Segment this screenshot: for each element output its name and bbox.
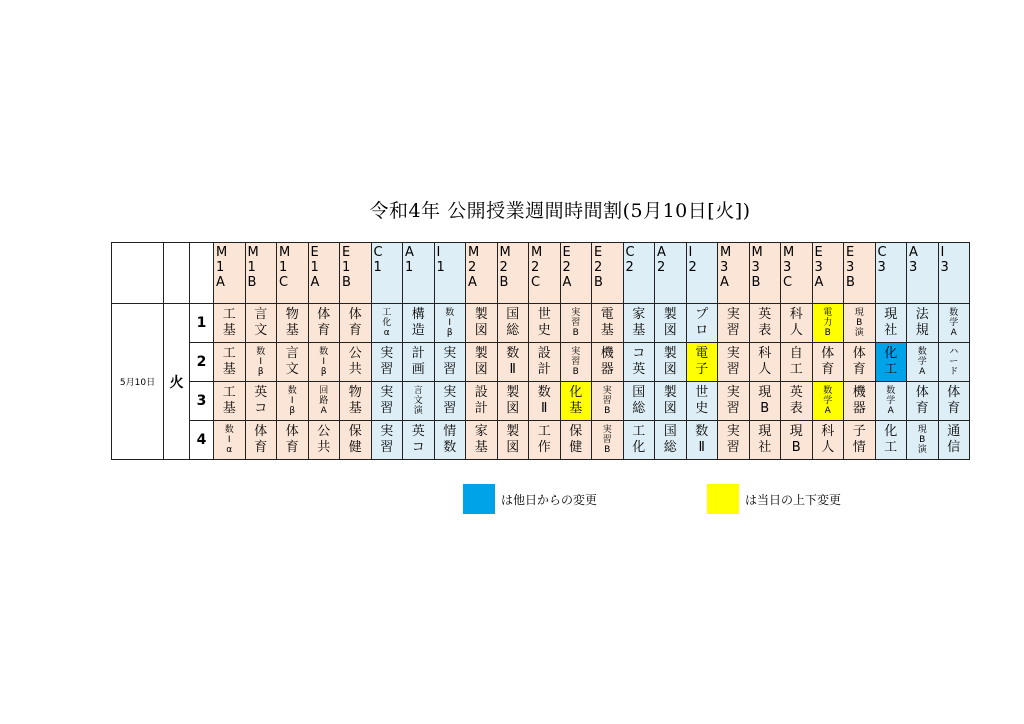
subject-cell: 科 人: [812, 421, 844, 460]
subject-cell: 体 育: [938, 382, 970, 421]
subject-cell: 構 造: [403, 304, 435, 343]
subject-cell: 世 史: [529, 304, 561, 343]
subject-cell: 数 Ⅰ β: [308, 343, 340, 382]
subject-cell: 体 育: [812, 343, 844, 382]
subject-cell: 数 学 A: [812, 382, 844, 421]
subject-cell: 機 器: [844, 382, 876, 421]
legend-yellow: [707, 484, 841, 514]
period-row: [112, 382, 970, 421]
subject-cell: 英 表: [749, 304, 781, 343]
class-header: E 3 A: [812, 243, 844, 304]
subject-cell: 保 健: [560, 421, 592, 460]
subject-cell: 工 化 α: [371, 304, 403, 343]
class-header: M 1 B: [245, 243, 277, 304]
subject-cell: 現 社: [875, 304, 907, 343]
date-cell: 5月10日: [112, 304, 164, 460]
subject-cell: 実 習: [434, 343, 466, 382]
subject-cell: 国 総: [623, 382, 655, 421]
class-header: M 2 B: [497, 243, 529, 304]
class-header: M 3 B: [749, 243, 781, 304]
weekday-cell: 火: [164, 304, 190, 460]
subject-cell: 工 基: [214, 304, 246, 343]
subject-cell: 体 育: [340, 304, 372, 343]
subject-cell: 言 文 演: [403, 382, 435, 421]
subject-cell: 製 図: [466, 343, 498, 382]
class-header: C 3: [875, 243, 907, 304]
header-blank-cell: [190, 243, 214, 304]
subject-cell: 工 作: [529, 421, 561, 460]
class-header: M 2 A: [466, 243, 498, 304]
class-header: E 2 A: [560, 243, 592, 304]
class-header: C 1: [371, 243, 403, 304]
subject-cell: 体 育: [277, 421, 309, 460]
legend-blue: [463, 484, 597, 514]
subject-cell: 設 計: [529, 343, 561, 382]
subject-cell: 設 計: [466, 382, 498, 421]
subject-cell: 通 信: [938, 421, 970, 460]
header-blank-cell: [112, 243, 164, 304]
subject-cell: 数 Ⅰ β: [277, 382, 309, 421]
class-header: A 2: [655, 243, 687, 304]
subject-cell: 実 習: [371, 343, 403, 382]
class-header: M 3 C: [781, 243, 813, 304]
class-header: M 1 C: [277, 243, 309, 304]
subject-cell: 情 数: [434, 421, 466, 460]
subject-cell: 体 育: [245, 421, 277, 460]
legend-blue-swatch: [463, 484, 495, 514]
subject-cell: 数 Ⅱ: [529, 382, 561, 421]
subject-cell: 製 図: [497, 421, 529, 460]
subject-cell: 世 史: [686, 382, 718, 421]
class-header: C 2: [623, 243, 655, 304]
header-blank-cell: [164, 243, 190, 304]
legend-blue-text: は他日からの変更: [501, 492, 598, 507]
subject-cell: 数 学 A: [938, 304, 970, 343]
subject-cell: 国 総: [497, 304, 529, 343]
subject-cell: 工 化: [623, 421, 655, 460]
period-number: 4: [190, 421, 214, 460]
subject-cell: 現 B 演: [907, 421, 939, 460]
subject-cell: 計 画: [403, 343, 435, 382]
subject-cell: 数 学 A: [907, 343, 939, 382]
subject-cell: 実 習 B: [592, 421, 624, 460]
subject-cell: 物 基: [277, 304, 309, 343]
period-row: [112, 343, 970, 382]
subject-cell: 体 育: [308, 304, 340, 343]
class-header: E 3 B: [844, 243, 876, 304]
subject-cell: 数 Ⅰ β: [434, 304, 466, 343]
subject-cell: 実 習 B: [560, 343, 592, 382]
subject-cell: 法 規: [907, 304, 939, 343]
class-header-row: [112, 243, 970, 304]
subject-cell: 実 習: [718, 421, 750, 460]
period-number: 2: [190, 343, 214, 382]
class-header: M 3 A: [718, 243, 750, 304]
subject-cell: 電 基: [592, 304, 624, 343]
subject-cell: 現 B 演: [844, 304, 876, 343]
subject-cell: 科 人: [749, 343, 781, 382]
subject-cell: 実 習: [718, 343, 750, 382]
subject-cell: 公 共: [308, 421, 340, 460]
subject-cell: コ 英: [623, 343, 655, 382]
class-header: E 1 B: [340, 243, 372, 304]
subject-cell: 製 図: [497, 382, 529, 421]
subject-cell: 数 学 A: [875, 382, 907, 421]
subject-cell: 現 B: [781, 421, 813, 460]
subject-cell: 現 B: [749, 382, 781, 421]
subject-cell: 製 図: [655, 382, 687, 421]
subject-cell: 製 図: [466, 304, 498, 343]
subject-cell: 自 工: [781, 343, 813, 382]
subject-cell: 家 基: [623, 304, 655, 343]
subject-cell: 実 習: [434, 382, 466, 421]
subject-cell: プ ロ: [686, 304, 718, 343]
subject-cell: 英 コ: [245, 382, 277, 421]
subject-cell: 言 文: [245, 304, 277, 343]
class-header: I 3: [938, 243, 970, 304]
class-header: E 1 A: [308, 243, 340, 304]
class-header: I 2: [686, 243, 718, 304]
subject-cell: 実 習 B: [560, 304, 592, 343]
subject-cell: 実 習: [718, 382, 750, 421]
timetable: [111, 242, 970, 460]
legend-yellow-swatch: [707, 484, 739, 514]
subject-cell: 数 Ⅰ α: [214, 421, 246, 460]
subject-cell: 工 基: [214, 343, 246, 382]
subject-cell: 回 路 A: [308, 382, 340, 421]
subject-cell: 実 習: [371, 421, 403, 460]
subject-cell: 電 子: [686, 343, 718, 382]
subject-cell: ハ ー ド: [938, 343, 970, 382]
subject-cell: 機 器: [592, 343, 624, 382]
subject-cell: 数 Ⅰ β: [245, 343, 277, 382]
subject-cell: 化 工: [875, 421, 907, 460]
subject-cell: 製 図: [655, 304, 687, 343]
subject-cell: 言 文: [277, 343, 309, 382]
subject-cell: 公 共: [340, 343, 372, 382]
subject-cell: 電 力 B: [812, 304, 844, 343]
subject-cell: 保 健: [340, 421, 372, 460]
subject-cell: 科 人: [781, 304, 813, 343]
class-header: I 1: [434, 243, 466, 304]
class-header: E 2 B: [592, 243, 624, 304]
subject-cell: 子 情: [844, 421, 876, 460]
subject-cell: 現 社: [749, 421, 781, 460]
class-header: A 3: [907, 243, 939, 304]
subject-cell: 体 育: [907, 382, 939, 421]
subject-cell: 化 工: [875, 343, 907, 382]
subject-cell: 製 図: [655, 343, 687, 382]
subject-cell: 実 習 B: [592, 382, 624, 421]
period-row: [112, 421, 970, 460]
subject-cell: 実 習: [718, 304, 750, 343]
page-title: 令和4年 公開授業週間時間割(5月10日[火]): [369, 200, 751, 222]
legend-yellow-text: は当日の上下変更: [745, 492, 842, 507]
subject-cell: 数 Ⅱ: [497, 343, 529, 382]
class-header: A 1: [403, 243, 435, 304]
subject-cell: 家 基: [466, 421, 498, 460]
subject-cell: 英 表: [781, 382, 813, 421]
subject-cell: 化 基: [560, 382, 592, 421]
subject-cell: 体 育: [844, 343, 876, 382]
subject-cell: 工 基: [214, 382, 246, 421]
class-header: M 2 C: [529, 243, 561, 304]
period-row: [112, 304, 970, 343]
subject-cell: 物 基: [340, 382, 372, 421]
period-number: 3: [190, 382, 214, 421]
subject-cell: 英 コ: [403, 421, 435, 460]
subject-cell: 国 総: [655, 421, 687, 460]
subject-cell: 数 Ⅱ: [686, 421, 718, 460]
class-header: M 1 A: [214, 243, 246, 304]
subject-cell: 実 習: [371, 382, 403, 421]
period-number: 1: [190, 304, 214, 343]
